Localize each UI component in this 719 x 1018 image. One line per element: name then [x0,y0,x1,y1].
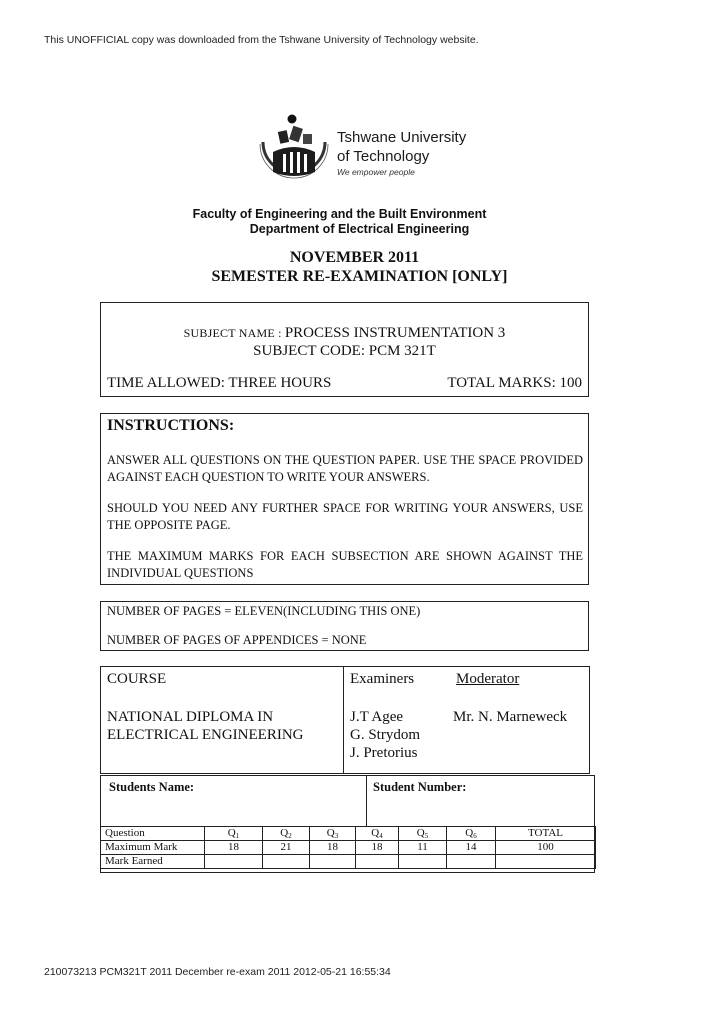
pages-box [100,601,589,651]
tut-logo-icon [255,112,333,190]
faculty-heading [0,207,719,237]
maximum-total-cell: 100 [496,841,596,855]
mark-earned-cell [205,855,263,869]
exam-heading [0,248,719,286]
instructions-box [100,413,589,585]
page-count: NUMBER OF PAGES = ELEVEN(INCLUDING THIS ONE) [107,604,421,618]
time-allowed: TIME ALLOWED: THREE HOURS [107,375,332,391]
table-row [101,855,596,869]
examiner-name: J. Pretorius [350,745,418,761]
instruction-item: ANSWER ALL QUESTIONS ON THE QUESTION PAPER. USE THE SPACE PROVIDED AGAINST EACH QUESTION TO WRITE YOUR ANSWERS. [107,453,583,484]
maximum-mark-cell: 14 [447,841,496,855]
question-column-header: $Q_6$ [447,827,496,841]
question-column-header: $Q_5$ [399,827,447,841]
faculty-name: Faculty of Engineering and the Built Environment [192,207,487,221]
course-box [100,666,590,774]
course-divider [343,667,344,773]
mark-earned-cell [399,855,447,869]
unofficial-copy-notice: This UNOFFICIAL copy was downloaded from the Tshwane University of Technology website. [44,34,479,46]
department-name: Department of Electrical Engineering [249,222,470,236]
document-footer: 210073213 PCM321T 2011 December re-exam 2011 2012-05-21 16:55:34 [44,966,391,978]
student-details-divider [366,776,367,827]
course-label: COURSE [107,671,167,687]
question-header: Question [101,827,205,841]
student-number-label: Student Number: [373,780,467,794]
maximum-mark-label: Maximum Mark [101,841,205,855]
subject-name-label: SUBJECT NAME : [183,326,285,340]
subject-name [101,325,588,342]
university-tagline: We empower people [337,167,415,177]
examiner-name: J.T Agee [350,709,404,725]
subject-code: SUBJECT CODE: PCM 321T [253,343,436,359]
maximum-mark-cell: 18 [356,841,399,855]
mark-earned-cell [310,855,356,869]
mark-earned-cell [447,855,496,869]
mark-earned-cell [263,855,310,869]
course-name-line1: NATIONAL DIPLOMA IN [107,709,274,725]
instruction-item: SHOULD YOU NEED ANY FURTHER SPACE FOR WRITING YOUR ANSWERS, USE THE OPPOSITE PAGE. [107,501,583,532]
exam-type: SEMESTER RE-EXAMINATION [ONLY] [211,268,508,285]
course-name-line2: ELECTRICAL ENGINEERING [107,727,304,743]
examiners-label: Examiners [350,671,415,687]
appendix-count: NUMBER OF PAGES OF APPENDICES = NONE [107,633,367,647]
table-row [101,841,596,855]
table-row [101,827,596,841]
moderator-label: Moderator [456,671,520,687]
maximum-mark-cell: 18 [310,841,356,855]
university-name-line1: Tshwane University [337,129,467,146]
exam-date: NOVEMBER 2011 [289,249,420,266]
instruction-item: THE MAXIMUM MARKS FOR EACH SUBSECTION ARE SHOWN AGAINST THE INDIVIDUAL QUESTIONS [107,549,583,580]
question-column-header: $Q_2$ [263,827,310,841]
question-column-header: $Q_1$ [205,827,263,841]
mark-earned-total-cell [496,855,596,869]
examiner-name: G. Strydom [350,727,421,743]
maximum-mark-cell: 21 [263,841,310,855]
marks-table [100,826,596,869]
total-header: TOTAL [496,827,596,841]
question-column-header: $Q_3$ [310,827,356,841]
subject-name-value: PROCESS INSTRUMENTATION 3 [284,325,506,341]
mark-earned-cell [356,855,399,869]
student-name-label: Students Name: [109,780,195,794]
instructions-title: INSTRUCTIONS: [107,417,235,434]
question-column-header: $Q_4$ [356,827,399,841]
total-marks: TOTAL MARKS: 100 [447,375,582,391]
maximum-mark-cell: 18 [205,841,263,855]
moderator-name: Mr. N. Marneweck [453,709,568,725]
university-name [337,128,466,166]
subject-box [100,302,589,397]
mark-earned-label: Mark Earned [101,855,205,869]
maximum-mark-cell: 11 [399,841,447,855]
university-name-line2: of Technology [337,148,430,165]
